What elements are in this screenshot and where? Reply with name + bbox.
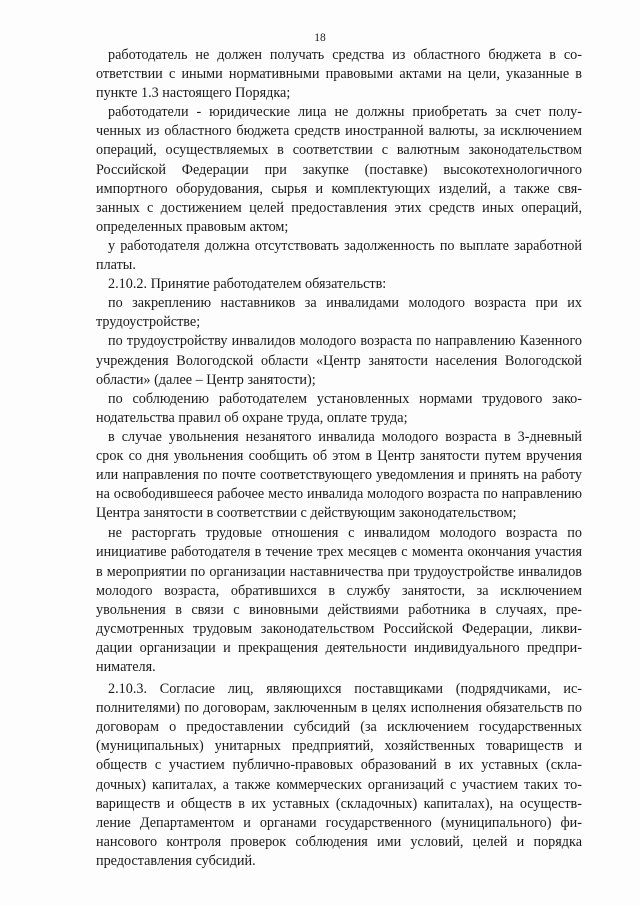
document-body (96, 46, 582, 871)
section-2-10-2-heading: 2.10.2. Принятие работодателем обязательств: (108, 276, 387, 293)
paragraph-assign-mentors: по закреплению наставников за инвалидами молодого возраста при их трудоустройстве; (96, 295, 582, 331)
paragraph-no-wage-arrears: у работодателя должна отсутствовать задолженность по выплате заработной платы. (96, 237, 582, 274)
paragraph-employment-referral: по трудоустройству инвалидов молодого возраста по направлению Казенного учреждения Вологодской области «Центр занятости населения Вологодской области» (далее – Центр занятости); (96, 333, 582, 388)
paragraph-dismissal-notice: в случае увольнения незанятого инвалида молодого возраста в 3-дневный срок со дня увольнения сообщить об этом в Центр занятости путем вручения или направления по почте соответствующего уведомления и принять на работу на освободившееся рабочее место инвалида молодого возраста по направлению Центра занятости в соответствии с действующим законодательством; (96, 428, 582, 522)
paragraph-no-foreign-currency: работодатели - юридические лица не должны приобретать за счет полученных из областного бюджета средств иностранной валюты, за исключением операций, осуществляемых в соответствии с валютным законодательством Российской Федерации при закупке (поставке) высокотехнологичного импортного оборудования, сырья и комплектующих изделий, а также связанных с достижением целей предоставления этих средств иных операций, определенных правовым актом; (96, 104, 582, 235)
section-2-10-3-consent: 2.10.3. Согласие лиц, являющихся поставщиками (подрядчиками, исполнителями) по договорам, заключенным в целях исполнения обязательств по договорам о предоставлении субсидий (за исключением государственных (муниципальных) унитарных предприятий, хозяйственных товариществ и обществ с участием публично-правовых образований в их уставных (складочных) капиталах, а также коммерческих организаций с участием таких товариществ и обществ в их уставных (складочных) капиталах), на осуществление Департаментом и органами государственного (муниципального) финансового контроля проверок соблюдения ими условий, целей и порядка предоставления субсидий. (96, 681, 582, 869)
paragraph-employer-no-other-funds: работодатель не должен получать средства из областного бюджета в соответствии с иными нормативными правовыми актами на цели, указанные в пункте 1.3 настоящего Порядка; (96, 47, 582, 102)
paragraph-no-termination: не расторгать трудовые отношения с инвалидом молодого возраста по инициативе работодателя в течение трех месяцев с момента окончания участия в мероприятии по организации наставничества при трудоустройстве инвалидов молодого возраста, обратившихся в службу занятости, за исключением увольнения в связи с виновными действиями работника в случаях, предусмотренных трудовым законодательством Российской Федерации, ликвидации организации и прекращения деятельности индивидуального предпринимателя. (96, 525, 582, 675)
page-number: 18 (314, 32, 326, 44)
paragraph-labor-law-compliance: по соблюдению работодателем установленных нормами трудового законодательства правил об охране труда, оплате труда; (96, 390, 582, 426)
